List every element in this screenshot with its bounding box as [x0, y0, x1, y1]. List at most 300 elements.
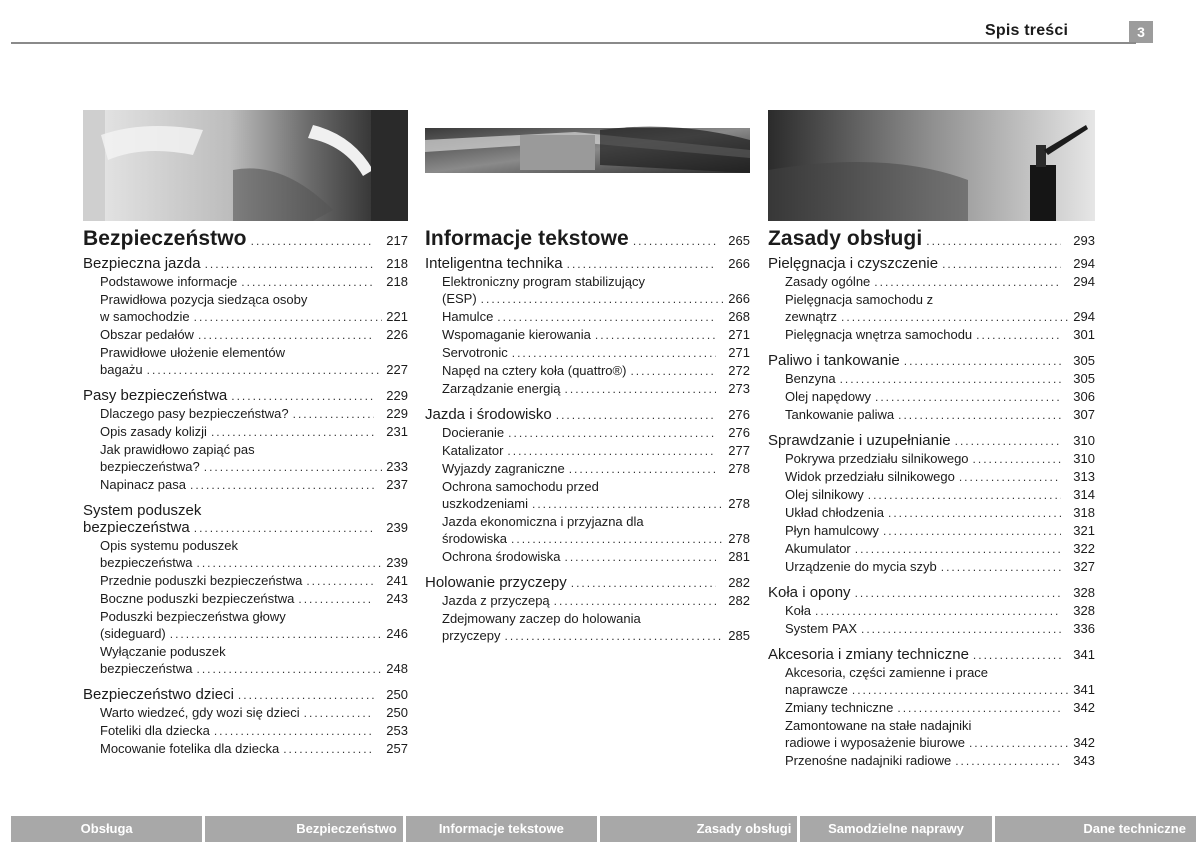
section-page: 328	[1073, 585, 1095, 600]
entry-title: Zmiany techniczne	[785, 700, 894, 715]
toc-entry[interactable]	[83, 608, 408, 643]
page-number-badge: 3	[1129, 21, 1153, 43]
section-title: Sprawdzanie i uzupełnianie	[768, 432, 951, 449]
entry-page: 301	[1073, 327, 1095, 342]
entry-title: Olej silnikowy	[785, 487, 864, 502]
entry-page: 273	[728, 381, 750, 396]
dot-leader	[190, 477, 374, 494]
chapter-title: Bezpieczeństwo	[83, 227, 247, 250]
entry-title-line: Jak prawidłowo zapiąć pas	[100, 442, 255, 457]
entry-page: 342	[1073, 700, 1095, 715]
dot-leader	[507, 443, 716, 460]
entry-page: 250	[386, 705, 408, 720]
toc-entry[interactable]	[768, 326, 1095, 344]
footer-tab-bezpieczenstwo[interactable]: Bezpieczeństwo	[205, 816, 402, 842]
entry-title-line: radiowe i wyposażenie biurowe	[785, 735, 965, 750]
toc-entry[interactable]	[425, 548, 750, 566]
entry-title-line: bagażu	[100, 362, 143, 377]
entry-page: 278	[728, 496, 750, 511]
toc-entry[interactable]	[425, 442, 750, 460]
section-page: 266	[728, 256, 750, 271]
dot-leader	[511, 531, 724, 548]
entry-page: 276	[728, 425, 750, 440]
toc-section	[425, 255, 750, 398]
dot-leader	[815, 603, 1061, 620]
entry-title: Zasady ogólne	[785, 274, 871, 289]
entry-page: 231	[386, 424, 408, 439]
toc-entry[interactable]	[425, 513, 750, 548]
entry-page: 327	[1073, 559, 1095, 574]
toc-entry[interactable]	[83, 344, 408, 379]
section-list	[83, 255, 408, 758]
entry-title: Widok przedziału silnikowego	[785, 469, 955, 484]
entry-title-line: Opis systemu poduszek	[100, 538, 239, 553]
entry-title: Katalizator	[442, 443, 504, 458]
entry-page: 266	[728, 291, 750, 306]
entry-page: 336	[1073, 621, 1095, 636]
entry-title-line: Zamontowane na stałe nadajniki	[785, 718, 972, 733]
entry-title: Ochrona środowiska	[442, 549, 561, 564]
entry-page: 341	[1073, 682, 1095, 697]
entry-page: 246	[386, 626, 408, 641]
section-heading[interactable]	[83, 255, 408, 273]
chapter-tab-bar	[11, 816, 1196, 842]
entry-page: 294	[1073, 274, 1095, 289]
entry-title-line: naprawcze	[785, 682, 848, 697]
dot-leader	[973, 451, 1061, 468]
footer-tab-informacje-tekstowe[interactable]: Informacje tekstowe	[406, 816, 597, 842]
entry-page: 233	[386, 459, 408, 474]
footer-tab-samodzielne-naprawy[interactable]: Samodzielne naprawy	[800, 816, 991, 842]
dot-leader	[976, 327, 1061, 344]
dot-leader	[630, 363, 716, 380]
dot-leader	[959, 469, 1061, 486]
section-heading[interactable]	[768, 255, 1095, 273]
chapter-page: 265	[728, 233, 750, 248]
toc-entry[interactable]	[83, 273, 408, 291]
entry-title: Napęd na cztery koła (quattro®)	[442, 363, 627, 378]
toc-entry[interactable]	[768, 522, 1095, 540]
section-heading[interactable]	[83, 387, 408, 405]
dot-leader	[898, 407, 1061, 424]
entry-title-line: bezpieczeństwa	[100, 661, 193, 676]
dot-leader	[855, 585, 1061, 602]
entry-page: 257	[386, 741, 408, 756]
entry-title-line: Akcesoria, części zamienne i prace	[785, 665, 989, 680]
dot-leader	[508, 425, 716, 442]
entry-title-line: bezpieczeństwa	[100, 555, 193, 570]
dot-leader	[841, 309, 1069, 326]
section-heading[interactable]	[83, 686, 408, 704]
section-page: 239	[386, 520, 408, 535]
entry-title-line: zewnątrz	[785, 309, 838, 324]
entry-title-line: uszkodzeniami	[442, 496, 528, 511]
page-header-title: Spis treści	[985, 22, 1069, 39]
entry-title: Mocowanie fotelika dla dziecka	[100, 741, 280, 756]
toc-section	[768, 646, 1095, 770]
entry-title: Wyjazdy zagraniczne	[442, 461, 565, 476]
dot-leader	[283, 741, 374, 758]
toc-entry[interactable]	[83, 722, 408, 740]
toc-entry[interactable]	[768, 558, 1095, 576]
toc-entry[interactable]	[768, 504, 1095, 522]
entry-title: Przenośne nadajniki radiowe	[785, 753, 952, 768]
header-divider	[11, 42, 1136, 44]
entry-page: 321	[1073, 523, 1095, 538]
toc-entry[interactable]	[768, 540, 1095, 558]
toc-entry[interactable]	[768, 273, 1095, 291]
chapter-photo-text-info	[425, 110, 750, 221]
dot-leader	[875, 389, 1061, 406]
entry-title-line: (sideguard)	[100, 626, 166, 641]
entry-page: 281	[728, 549, 750, 564]
dot-leader	[554, 593, 716, 610]
section-heading[interactable]	[425, 255, 750, 273]
entry-page: 313	[1073, 469, 1095, 484]
dot-leader	[855, 541, 1061, 558]
entry-page: 305	[1073, 371, 1095, 386]
entry-page: 278	[728, 531, 750, 546]
toc-entry[interactable]	[425, 308, 750, 326]
dot-leader	[595, 327, 716, 344]
toc-entry[interactable]	[425, 362, 750, 380]
section-title: Pielęgnacja i czyszczenie	[768, 255, 939, 272]
toc-entry[interactable]	[425, 273, 750, 308]
entry-page: 322	[1073, 541, 1095, 556]
entry-title-line: przyczepy	[442, 628, 501, 643]
section-page: 250	[386, 687, 408, 702]
entry-page: 229	[386, 406, 408, 421]
entry-title-line: Prawidłowe ułożenie elementów	[100, 345, 285, 360]
dot-leader	[973, 647, 1061, 664]
toc-entry[interactable]	[83, 572, 408, 590]
dot-leader	[293, 406, 374, 423]
section-list	[425, 255, 750, 645]
entry-title: Napinacz pasa	[100, 477, 186, 492]
entry-title: Pielęgnacja wnętrza samochodu	[785, 327, 973, 342]
entry-page: 241	[386, 573, 408, 588]
dot-leader	[211, 424, 374, 441]
entry-page: 277	[728, 443, 750, 458]
toc-section	[768, 255, 1095, 344]
toc-entry[interactable]	[83, 441, 408, 476]
toc-entry[interactable]	[425, 326, 750, 344]
toc-entry[interactable]	[83, 704, 408, 722]
dot-leader	[251, 234, 374, 248]
dot-leader	[569, 461, 716, 478]
chapter-heading[interactable]	[425, 227, 750, 255]
section-title: Holowanie przyczepy	[425, 574, 567, 591]
dot-leader	[942, 256, 1061, 273]
entry-title: Servotronic	[442, 345, 508, 360]
section-heading[interactable]	[425, 406, 750, 424]
toc-column-operation	[768, 110, 1095, 770]
section-title: Bezpieczeństwo dzieci	[83, 686, 234, 703]
toc-entry[interactable]	[768, 291, 1095, 326]
entry-page: 226	[386, 327, 408, 342]
entry-page: 271	[728, 327, 750, 342]
entry-title: Foteliki dla dziecka	[100, 723, 210, 738]
dot-leader	[512, 345, 716, 362]
dot-leader	[298, 591, 374, 608]
section-title: Pasy bezpieczeństwa	[83, 387, 228, 404]
dot-leader	[241, 274, 374, 291]
entry-page: 314	[1073, 487, 1095, 502]
section-page: 305	[1073, 353, 1095, 368]
section-title: Koła i opony	[768, 584, 851, 601]
section-page: 218	[386, 256, 408, 271]
chapter-heading[interactable]	[768, 227, 1095, 255]
dot-leader	[926, 234, 1061, 248]
entry-title: Olej napędowy	[785, 389, 871, 404]
toc-entry[interactable]	[83, 423, 408, 441]
dot-leader	[194, 520, 374, 537]
entry-title: Opis zasady kolizji	[100, 424, 207, 439]
toc-section	[768, 584, 1095, 638]
entry-title: Jazda z przyczepą	[442, 593, 550, 608]
dot-leader	[565, 549, 717, 566]
toc-section	[83, 387, 408, 494]
toc-section	[83, 502, 408, 678]
dot-leader	[888, 505, 1061, 522]
dot-leader	[481, 291, 725, 308]
toc-entry[interactable]	[425, 344, 750, 362]
toc-entry[interactable]	[768, 717, 1095, 752]
section-title-line: System poduszek	[83, 502, 202, 519]
entry-title-line: środowiska	[442, 531, 508, 546]
chapter-page: 293	[1073, 233, 1095, 248]
section-heading[interactable]	[768, 352, 1095, 370]
section-title: Paliwo i tankowanie	[768, 352, 900, 369]
dot-leader	[571, 575, 716, 592]
toc-entry[interactable]	[83, 740, 408, 758]
dot-leader	[205, 256, 374, 273]
entry-page: 268	[728, 309, 750, 324]
dot-leader	[897, 700, 1061, 717]
entry-page: 248	[386, 661, 408, 676]
entry-title: Układ chłodzenia	[785, 505, 885, 520]
toc-entry[interactable]	[83, 590, 408, 608]
section-page: 282	[728, 575, 750, 590]
entry-title: Koła	[785, 603, 812, 618]
entry-title: Docieranie	[442, 425, 505, 440]
dot-leader	[197, 661, 383, 678]
section-title: Inteligentna technika	[425, 255, 563, 272]
toc-entry[interactable]	[768, 388, 1095, 406]
toc-section	[83, 255, 408, 379]
entry-title-line: Pielęgnacja samochodu z	[785, 292, 934, 307]
entry-page: 328	[1073, 603, 1095, 618]
entry-title-line: Ochrona samochodu przed	[442, 479, 599, 494]
toc-entry[interactable]	[425, 424, 750, 442]
entry-title: Warto wiedzeć, gdy wozi się dzieci	[100, 705, 300, 720]
entry-page: 239	[386, 555, 408, 570]
toc-entry[interactable]	[768, 406, 1095, 424]
chapter-page: 217	[386, 233, 408, 248]
toc-entry[interactable]	[425, 592, 750, 610]
section-page: 341	[1073, 647, 1095, 662]
entry-page: 342	[1073, 735, 1095, 750]
entry-page: 218	[386, 274, 408, 289]
entry-page: 306	[1073, 389, 1095, 404]
section-heading[interactable]	[768, 584, 1095, 602]
dot-leader	[904, 353, 1061, 370]
toc-section	[768, 432, 1095, 576]
dot-leader	[633, 234, 716, 248]
toc-entry[interactable]	[768, 370, 1095, 388]
toc-section	[768, 352, 1095, 424]
entry-page: 285	[728, 628, 750, 643]
toc-section	[425, 406, 750, 566]
toc-column-safety	[83, 110, 408, 758]
entry-title-line: Elektroniczny program stabilizujący	[442, 274, 646, 289]
toc-entry[interactable]	[768, 468, 1095, 486]
entry-title: Płyn hamulcowy	[785, 523, 879, 538]
toc-entry[interactable]	[83, 643, 408, 678]
toc-entry[interactable]	[768, 699, 1095, 717]
dot-leader	[567, 256, 716, 273]
dot-leader	[304, 705, 374, 722]
toc-entry[interactable]	[768, 450, 1095, 468]
section-page: 294	[1073, 256, 1095, 271]
dot-leader	[505, 628, 725, 645]
toc-entry[interactable]	[768, 602, 1095, 620]
footer-tab-obsluga[interactable]: Obsługa	[11, 816, 202, 842]
section-heading[interactable]	[768, 646, 1095, 664]
section-page: 229	[386, 388, 408, 403]
dot-leader	[941, 559, 1061, 576]
chapter-photo-operation	[768, 110, 1095, 221]
entry-page: 237	[386, 477, 408, 492]
entry-page: 271	[728, 345, 750, 360]
footer-tab-zasady-obslugi[interactable]: Zasady obsługi	[600, 816, 797, 842]
dot-leader	[497, 309, 716, 326]
toc-entry[interactable]	[83, 326, 408, 344]
dot-leader	[852, 682, 1069, 699]
entry-page: 272	[728, 363, 750, 378]
dot-leader	[969, 735, 1069, 752]
entry-title: Benzyna	[785, 371, 836, 386]
dot-leader	[238, 687, 374, 704]
entry-page: 310	[1073, 451, 1095, 466]
section-heading[interactable]	[83, 502, 408, 537]
dot-leader	[194, 309, 383, 326]
chapter-photo-safety	[83, 110, 408, 221]
entry-title: Zarządzanie energią	[442, 381, 561, 396]
toc-entry[interactable]	[83, 405, 408, 423]
dot-leader	[231, 388, 374, 405]
dot-leader	[883, 523, 1061, 540]
entry-title: Przednie poduszki bezpieczeństwa	[100, 573, 303, 588]
chapter-title: Informacje tekstowe	[425, 227, 629, 250]
dot-leader	[198, 327, 374, 344]
toc-entry[interactable]	[83, 537, 408, 572]
dot-leader	[197, 555, 383, 572]
dot-leader	[565, 381, 716, 398]
entry-title-line: Prawidłowa pozycja siedząca osoby	[100, 292, 308, 307]
toc-entry[interactable]	[425, 380, 750, 398]
section-heading[interactable]	[768, 432, 1095, 450]
dot-leader	[214, 723, 374, 740]
entry-title: Boczne poduszki bezpieczeństwa	[100, 591, 295, 606]
toc-entry[interactable]	[83, 476, 408, 494]
entry-page: 243	[386, 591, 408, 606]
entry-page: 253	[386, 723, 408, 738]
dot-leader	[868, 487, 1061, 504]
entry-title: Akumulator	[785, 541, 851, 556]
section-title: Bezpieczna jazda	[83, 255, 201, 272]
section-title: Akcesoria i zmiany techniczne	[768, 646, 969, 663]
toc-entry[interactable]	[425, 478, 750, 513]
section-list	[768, 255, 1095, 770]
toc-section	[83, 686, 408, 758]
toc-entry[interactable]	[83, 291, 408, 326]
entry-title-line: bezpieczeństwa?	[100, 459, 200, 474]
section-page: 310	[1073, 433, 1095, 448]
dot-leader	[861, 621, 1061, 638]
toc-entry[interactable]	[425, 610, 750, 645]
dot-leader	[147, 362, 383, 379]
dot-leader	[955, 433, 1061, 450]
entry-page: 307	[1073, 407, 1095, 422]
dot-leader	[532, 496, 724, 513]
entry-title: Wspomaganie kierowania	[442, 327, 591, 342]
section-title: Jazda i środowisko	[425, 406, 552, 423]
toc-entry[interactable]	[768, 664, 1095, 699]
entry-page: 282	[728, 593, 750, 608]
entry-title: Hamulce	[442, 309, 494, 324]
entry-title: Dlaczego pasy bezpieczeństwa?	[100, 406, 289, 421]
entry-title: Urządzenie do mycia szyb	[785, 559, 937, 574]
entry-title: Obszar pedałów	[100, 327, 194, 342]
dot-leader	[204, 459, 383, 476]
toc-entry[interactable]	[768, 752, 1095, 770]
entry-page: 318	[1073, 505, 1095, 520]
entry-title-line: (ESP)	[442, 291, 477, 306]
dot-leader	[306, 573, 374, 590]
chapter-heading[interactable]	[83, 227, 408, 255]
toc-column-text-info	[425, 110, 750, 645]
dot-leader	[955, 753, 1061, 770]
section-page: 276	[728, 407, 750, 422]
dot-leader	[874, 274, 1061, 291]
entry-title-line: w samochodzie	[100, 309, 190, 324]
section-heading[interactable]	[425, 574, 750, 592]
entry-page: 294	[1073, 309, 1095, 324]
entry-page: 278	[728, 461, 750, 476]
dot-leader	[840, 371, 1061, 388]
entry-title-line: Zdejmowany zaczep do holowania	[442, 611, 641, 626]
entry-title: Pokrywa przedziału silnikowego	[785, 451, 969, 466]
toc-entry[interactable]	[768, 620, 1095, 638]
entry-page: 343	[1073, 753, 1095, 768]
entry-title: System PAX	[785, 621, 858, 636]
entry-page: 227	[386, 362, 408, 377]
chapter-title: Zasady obsługi	[768, 227, 923, 250]
entry-page: 221	[386, 309, 408, 324]
toc-entry[interactable]	[768, 486, 1095, 504]
entry-title: Tankowanie paliwa	[785, 407, 895, 422]
toc-entry[interactable]	[425, 460, 750, 478]
footer-tab-dane-techniczne[interactable]: Dane techniczne	[995, 816, 1196, 842]
toc-section	[425, 574, 750, 645]
entry-title-line: Wyłączanie poduszek	[100, 644, 226, 659]
dot-leader	[556, 407, 716, 424]
section-title-line: bezpieczeństwa	[83, 519, 190, 536]
dot-leader	[170, 626, 383, 643]
entry-title-line: Poduszki bezpieczeństwa głowy	[100, 609, 286, 624]
entry-title-line: Jazda ekonomiczna i przyjazna dla	[442, 514, 644, 529]
